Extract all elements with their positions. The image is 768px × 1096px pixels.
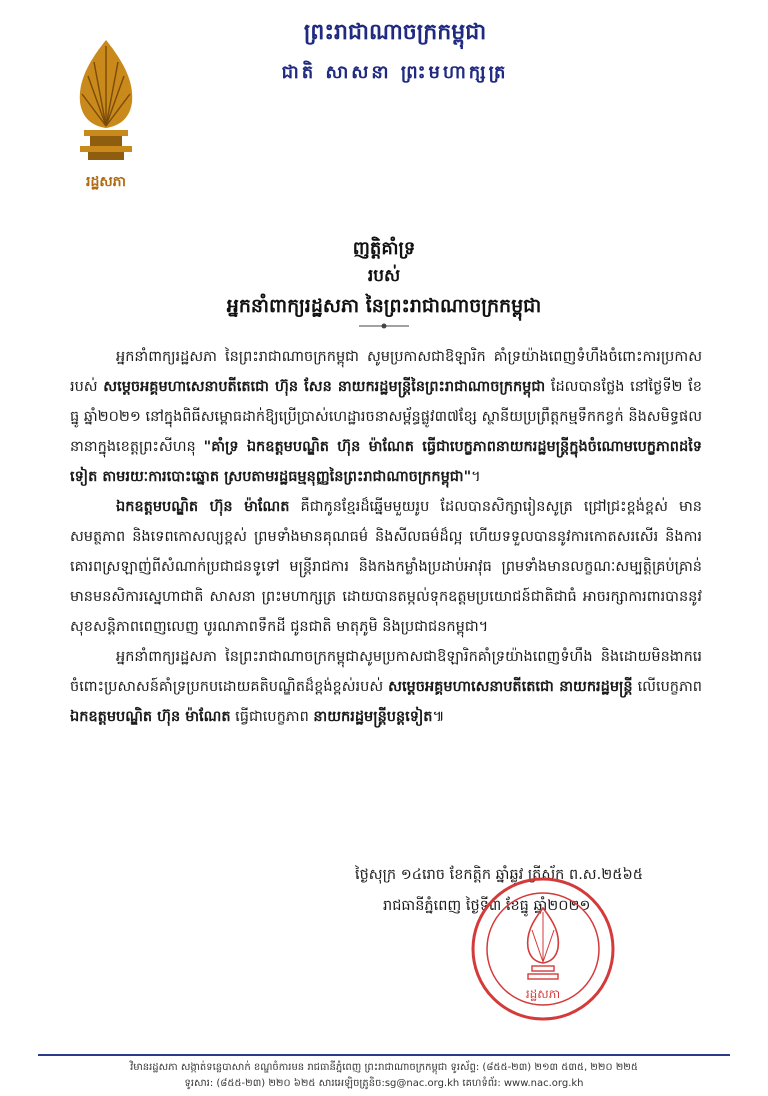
document-title-of: របស់ bbox=[367, 266, 401, 286]
national-motto: ជាតិ សាសនា ព្រះមហាក្សត្រ bbox=[281, 62, 509, 83]
p3-as: ធ្វើជាបេក្ខភាព bbox=[230, 709, 314, 725]
footer-contact: ទូរសារ: (៨៥៥-២៣) ២២០ ៦២៥ សារអេឡិចត្រូនិច:sg@nac.org.kh គេហទំព័រ: www.nac.org.kh bbox=[184, 1078, 584, 1089]
solar-date: រាជធានីភ្នំពេញ ថ្ងៃទី៣ ខែធ្នូ ឆ្នាំ២០២១ bbox=[383, 898, 591, 914]
p1-context: ដែលបានថ្លែង នៅថ្ងៃទី២ ខែធ្នូ ឆ្នាំ២០២១ នៅក្នុងពិធីសម្ពោធដាក់ឱ្យប្រើប្រាស់ហេដ្ឋារចនាសម្ព័ន្ធផ្លូវ៣៧ខ្សែ ស្ថានីយប្រព្រឹត្តកម្មទឹកកខ្វក់ និងសមិទ្ធផលនានាក្នុងខេត្តព្រះសីហនុ bbox=[70, 379, 702, 455]
p3-end: ៕ bbox=[432, 709, 445, 725]
paragraph-1 bbox=[70, 342, 702, 492]
lunar-date: ថ្ងៃសុក្រ ១៤រោច ខែកត្តិក ឆ្នាំឆ្លូវ ត្រីស័ក ព.ស.២៥៦៥ bbox=[355, 867, 643, 883]
p1-end: ។ bbox=[471, 469, 481, 485]
official-seal-icon bbox=[468, 874, 618, 1024]
p3-intro: អ្នកនាំពាក្យរដ្ឋសភា នៃព្រះរាជាណាចក្រកម្ពុជាសូមប្រកាសជាឱឡារិកគាំទ្រយ៉ាងពេញទំហឹង និងដោយមិនងាករេចំពោះប្រសាសន៍គាំទ្រប្រកបដោយគតិបណ្ឌិតដ៏ខ្ពង់ខ្ពស់របស់ bbox=[70, 649, 702, 695]
p1-name-pm: សម្ដេចអគ្គមហាសេនាបតីតេជោ ហ៊ុន សែន នាយករដ្ឋមន្ត្រីនៃព្រះរាជាណាចក្រកម្ពុជា bbox=[103, 379, 546, 395]
national-assembly-emblem-icon bbox=[60, 36, 152, 166]
p2-text: គឺជាកូនខ្មែរដ៏ឆ្នើមមួយរូប ដែលបានសិក្សារៀនសូត្រ ជ្រៅជ្រះខ្ពង់ខ្ពស់ មានសមត្ថភាព និងទេពកោសល្យខ្ពស់ ព្រមទាំងមានគុណធម៌ និងសីលធម៌ដ៏ល្អ ហើយទទួលបាននូវការកោតសរសើរ និងការគោរពស្រឡាញ់ពីសំណាក់ប្រជាជនទូទៅ មន្ត្រីរាជការ និងកងកម្លាំងប្រដាប់អាវុធ ព្រមទាំងមានលក្ខណៈសម្បត្តិគ្រប់គ្រាន់ មានមនសិការស្នេហាជាតិ សាសនា ព្រះមហាក្សត្រ ដោយបានតម្កល់ទុកឧត្តមប្រយោជន៍ជាតិជាធំ អាចរក្សាការពារបាននូវសុខសន្តិភាពពេញលេញ បូរណភាពទឹកដី ជូនជាតិ មាតុភូមិ និងប្រជាជនកម្ពុជា។ bbox=[70, 499, 702, 635]
p3-role: នាយករដ្ឋមន្ត្រីបន្តទៀត bbox=[313, 709, 433, 725]
p3-on: លើបេក្ខភាព bbox=[632, 679, 703, 695]
footer-divider bbox=[38, 1054, 730, 1056]
p1-intro: អ្នកនាំពាក្យរដ្ឋសភា នៃព្រះរាជាណាចក្រកម្ពុជា សូមប្រកាសជាឱឡារិក គាំទ្រយ៉ាងពេញទំហឹងចំពោះការប្រកាសរបស់ bbox=[70, 349, 702, 395]
statement-body bbox=[70, 342, 702, 732]
seal-label: រដ្ឋសភា bbox=[525, 987, 561, 1001]
p3-name-pm: សម្ដេចអគ្គមហាសេនាបតីតេជោ នាយករដ្ឋមន្ត្រី bbox=[388, 679, 633, 695]
document-title: ញត្តិគាំទ្រ bbox=[352, 238, 416, 259]
p1-quote: "គាំទ្រ ឯកឧត្តមបណ្ឌិត ហ៊ុន ម៉ាណែត ធ្វើជាបេក្ខភាពនាយករដ្ឋមន្ត្រីក្នុងចំណោមបេក្ខភាពដទៃទៀត តាមរយៈការបោះឆ្នោត ស្របតាមរដ្ឋធម្មនុញ្ញនៃព្រះរាជាណាចក្រកម្ពុជា" bbox=[70, 439, 703, 485]
paragraph-3 bbox=[70, 642, 702, 732]
document-title-issuer: អ្នកនាំពាក្យរដ្ឋសភា នៃព្រះរាជាណាចក្រកម្ពុជា bbox=[226, 295, 542, 317]
p2-name: ឯកឧត្តមបណ្ឌិត ហ៊ុន ម៉ាណែត bbox=[116, 499, 290, 515]
paragraph-2 bbox=[70, 492, 702, 642]
p3-name-candidate: ឯកឧត្តមបណ្ឌិត ហ៊ុន ម៉ាណែត bbox=[70, 709, 231, 725]
divider-ornament bbox=[359, 323, 409, 329]
kingdom-heading: ព្រះរាជាណាចក្រកម្ពុជា bbox=[303, 20, 487, 45]
footer-address: វិមានរដ្ឋសភា សង្កាត់ទន្លេបាសាក់ ខណ្ឌចំការមន រាជធានីភ្នំពេញ ព្រះរាជាណាចក្រកម្ពុជា ទូរស័ព្ទ: (៨៥៥-២៣) ២១៣ ៥៣៥, ២២០ ២២៥ bbox=[130, 1062, 638, 1073]
emblem-label: រដ្ឋសភា bbox=[86, 174, 126, 190]
